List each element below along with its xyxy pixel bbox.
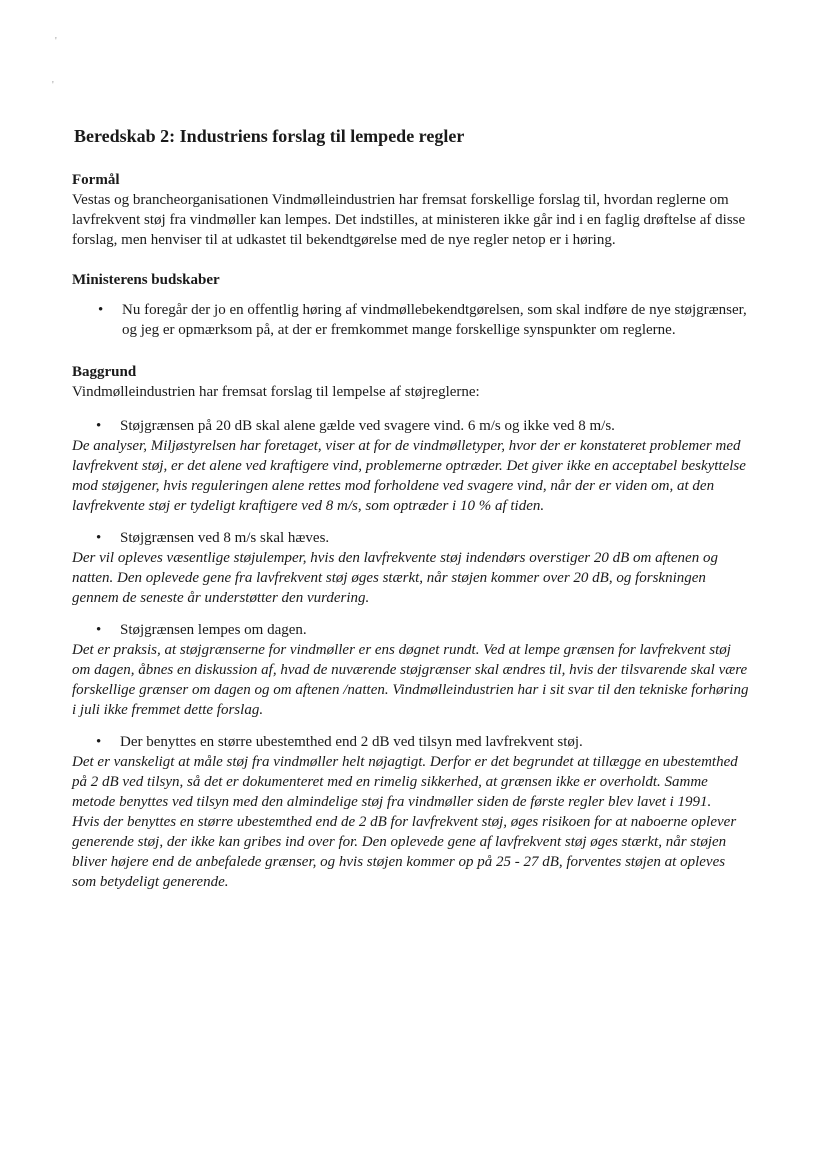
section-intro: Vindmølleindustrien har fremsat forslag til lempelse af støjreglerne: <box>72 384 480 400</box>
bullet-icon: • <box>96 418 102 434</box>
bullet-text: Støjgrænsen ved 8 m/s skal hæves. <box>120 530 330 546</box>
item-explanation: Der vil opleves væsentlige støjulemper, hvis den lavfrekvente støj indendørs overstiger 20 dB om aftenen og natten. Den oplevede gene fra lavfrekvent støj øges stærkt, når støjen kommer over 20 dB, og forskningen gennem de seneste år understøtter den vurdering. <box>72 550 718 606</box>
section-heading: Baggrund <box>72 364 137 380</box>
section-text: Vestas og brancheorganisationen Vindmølleindustrien har fremsat forskellige forslag til, hvordan reglerne om lavfrekvent støj fra vindmøller kan lempes. Det indstilles, at ministeren ikke går ind i en faglig drøftelse af disse forslag, men henviser til at udkastet til bekendtgørelse med de nye regler netop er i høring. <box>72 192 746 248</box>
section-formal <box>72 170 752 250</box>
bullet-line <box>72 416 752 436</box>
bullet-icon: • <box>96 734 102 750</box>
list-item-text: Nu foregår der jo en offentlig høring af vindmøllebekendtgørelsen, som skal indføre de nye støjgrænser, og jeg er opmærksom på, at der er fremkommet mange forskellige synspunkter om reglerne. <box>122 302 747 338</box>
bullet-icon: • <box>96 530 102 546</box>
scan-speck: ' <box>52 80 54 91</box>
scan-speck: ' <box>55 36 57 47</box>
item-explanation: Det er vanskeligt at måle støj fra vindmøller helt nøjagtigt. Derfor er det begrundet at tillægge en ubestemthed på 2 dB ved tilsyn, så det er dokumenteret med en rimelig sikkerhed, at grænsen ikke er overholdt. Samme metode benyttes ved tilsyn med den almindelige støj fra vindmøller siden de første regler blev lavet i 1991. <box>72 754 738 810</box>
section-budskaber <box>72 270 752 340</box>
bullet-list <box>72 300 752 340</box>
bullet-text: Der benyttes en større ubestemthed end 2 dB ved tilsyn med lavfrekvent støj. <box>120 734 583 750</box>
section-heading: Formål <box>72 172 120 188</box>
bullet-line <box>72 732 752 752</box>
document-page <box>72 118 752 892</box>
item-explanation: Det er praksis, at støjgrænserne for vindmøller er ens døgnet rundt. Ved at lempe grænsen for lavfrekvent støj om dagen, åbnes en diskussion af, hvad de nuværende støjgrænser skal ændres til, hvis der tilsvarende skal være forskellige grænser om dagen og om aftenen /natten. Vindmølleindustrien har i sit svar til den tekniske forhøring i juli ikke fremmet dette forslag. <box>72 642 749 718</box>
item-explanation-2: Hvis der benyttes en større ubestemthed end de 2 dB for lavfrekvent støj, øges risikoen for at naboerne oplever generende støj, der ikke kan gribes ind over for. Den oplevede gene af lavfrekvent støj øges stærkt, når støjen bliver højere end de anbefalede grænser, og hvis støjen kommer op på 25 - 27 dB, forventes støjen at opleves som betydeligt generende. <box>72 814 737 890</box>
bullet-icon: • <box>98 302 104 318</box>
section-heading: Ministerens budskaber <box>72 272 220 288</box>
section-baggrund <box>72 362 752 892</box>
item-explanation: De analyser, Miljøstyrelsen har foretaget, viser at for de vindmølletyper, hvor der er konstateret problemer med lavfrekvent støj, er det alene ved kraftigere vind, problemerne optræder. Det giver ikke en acceptabel beskyttelse mod støjgener, hvis reguleringen alene rettes mod forholdene ved svagere vind, når der er viden om, at den lavfrekvente støj er tydeligt kraftigere ved 8 m/s, som optræder i 10 % af tiden. <box>72 438 746 514</box>
bullet-icon: • <box>96 622 102 638</box>
list-item <box>72 416 752 516</box>
list-item <box>72 732 752 892</box>
bullet-text: Støjgrænsen på 20 dB skal alene gælde ved svagere vind. 6 m/s og ikke ved 8 m/s. <box>120 418 615 434</box>
list-item <box>72 620 752 720</box>
bullet-line <box>72 620 752 640</box>
bullet-text: Støjgrænsen lempes om dagen. <box>120 622 307 638</box>
list-item <box>72 528 752 608</box>
document-title: Beredskab 2: Industriens forslag til lempede regler <box>74 126 465 146</box>
list-item <box>72 300 752 340</box>
bullet-line <box>72 528 752 548</box>
